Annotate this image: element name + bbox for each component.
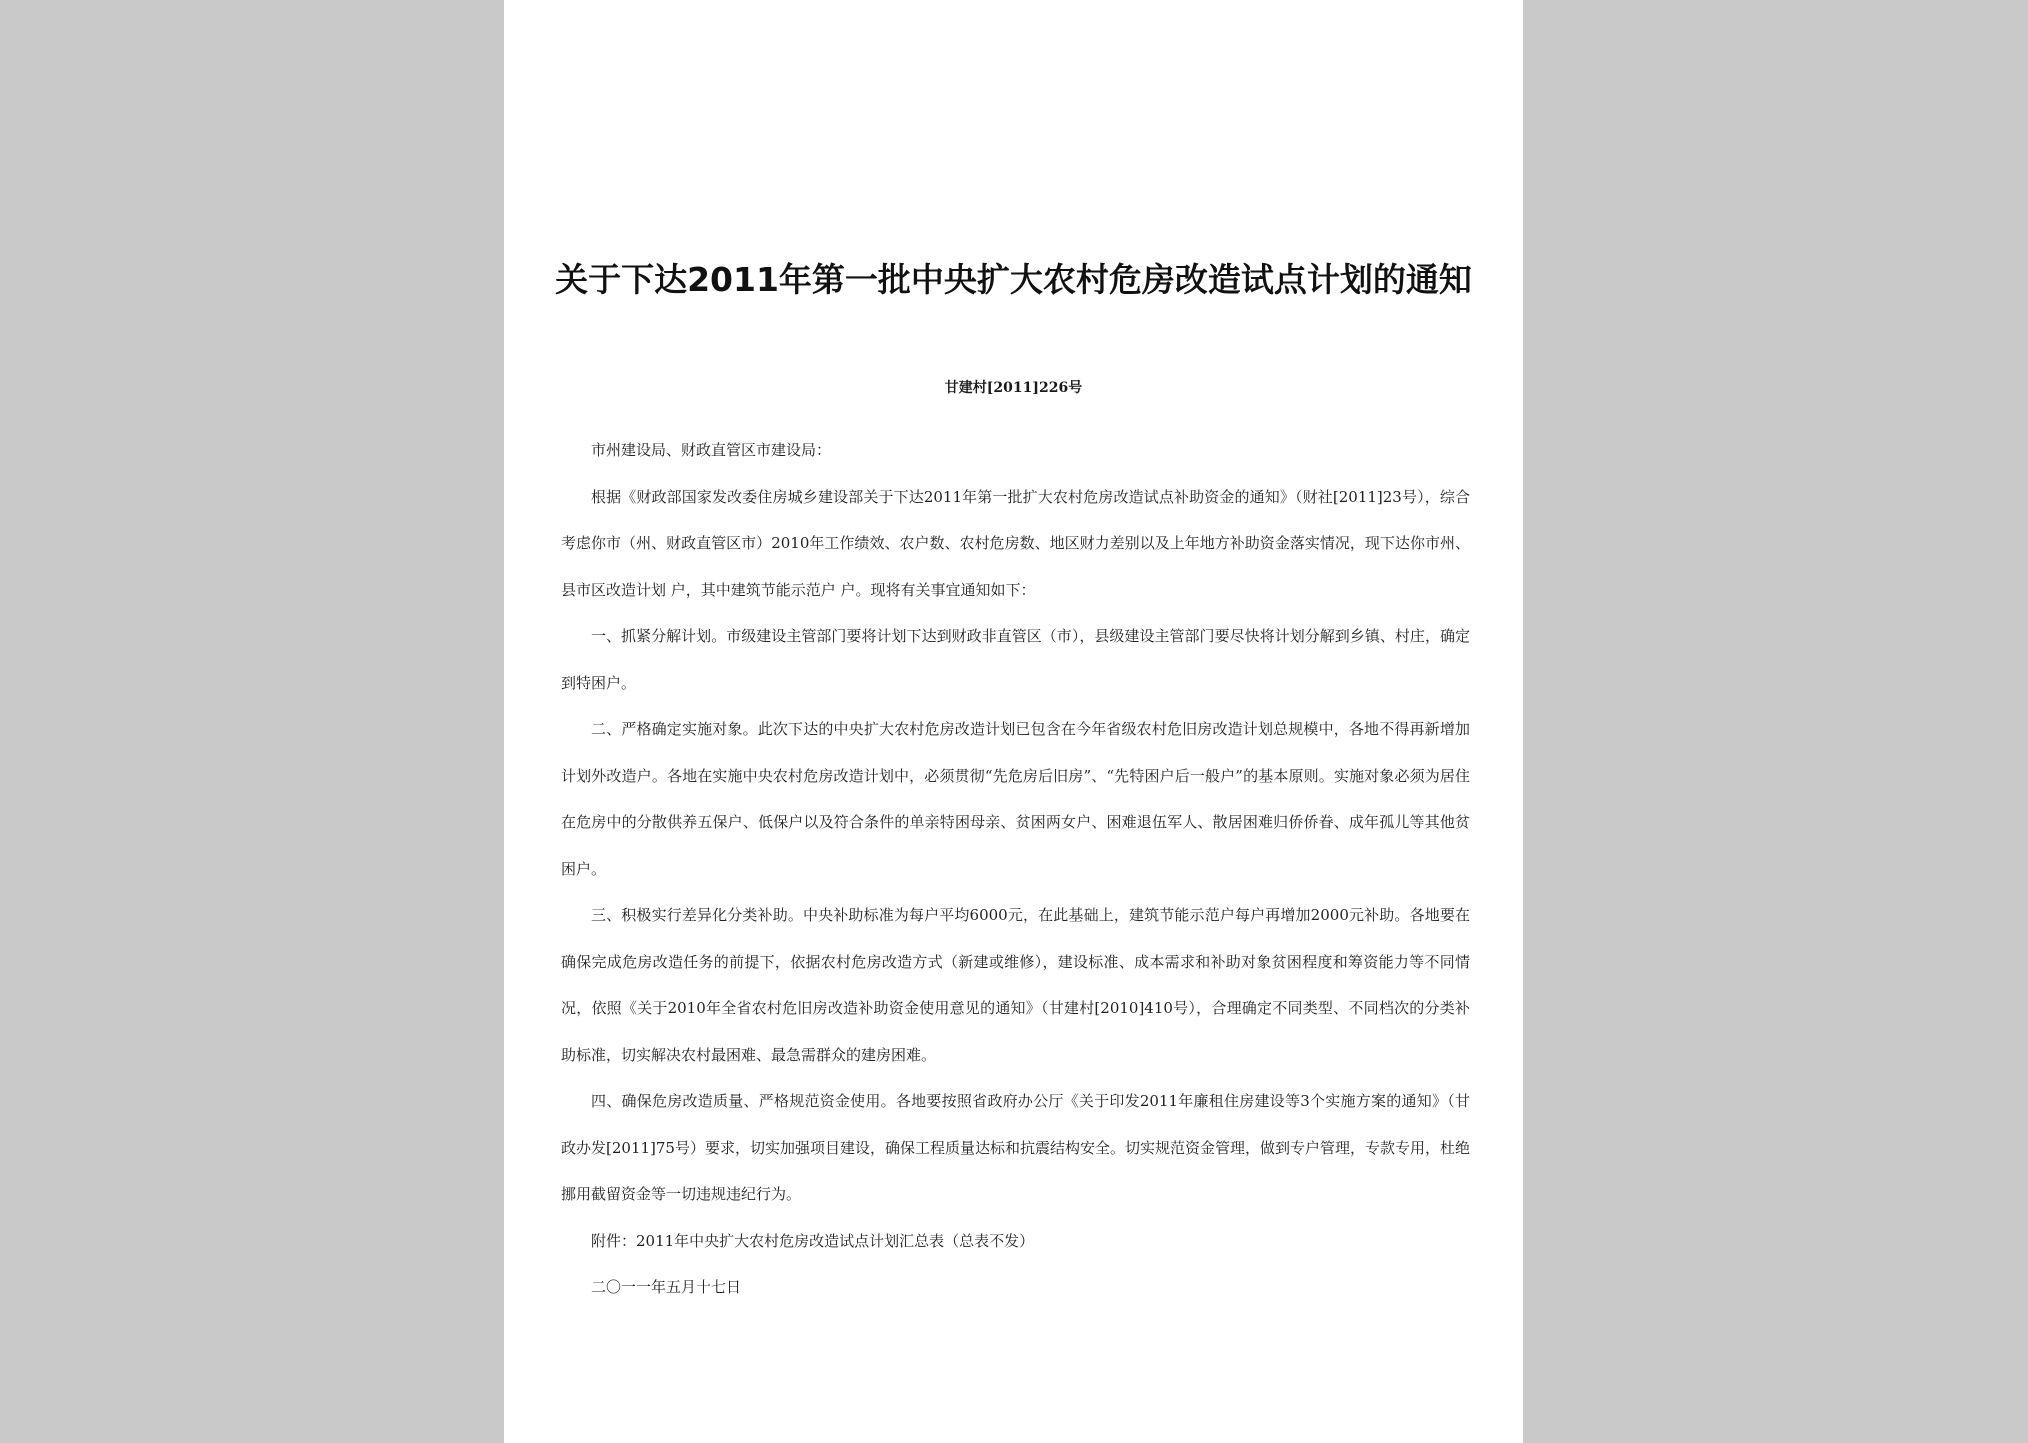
salutation: 市州建设局、财政直管区市建设局：: [591, 441, 832, 459]
document-page: [504, 0, 1523, 1443]
document-body: [561, 427, 1470, 1311]
document-date: 二〇一一年五月十七日: [591, 1278, 742, 1296]
paragraph-intro: 根据《财政部国家发改委住房城乡建设部关于下达2011年第一批扩大农村危房改造试点补助资金的通知》（财社[2011]23号），综合考虑你市（州、财政直管区市）2010年工作绩效、农户数、农村危房数、地区财力差别以及上年地方补助资金落实情况，现下达你市州、县市区改造计划 户，其中建筑节能示范户 户。现将有关事宜通知如下：: [561, 487, 1470, 599]
paragraph-item-4: 四、确保危房改造质量、严格规范资金使用。各地要按照省政府办公厅《关于印发2011年廉租住房建设等3个实施方案的通知》（甘政办发[2011]75号）要求，切实加强项目建设，确保工程质量达标和抗震结构安全。切实规范资金管理，做到专户管理，专款专用，杜绝挪用截留资金等一切违规违纪行为。: [561, 1092, 1470, 1203]
paragraph-item-2: 二、严格确定实施对象。此次下达的中央扩大农村危房改造计划已包含在今年省级农村危旧房改造计划总规模中，各地不得再新增加计划外改造户。各地在实施中央农村危房改造计划中，必须贯彻“先危房后旧房”、“先特困户后一般户”的基本原则。实施对象必须为居住在危房中的分散供养五保户、低保户以及符合条件的单亲特困母亲、贫困两女户、困难退伍军人、散居困难归侨侨眷、成年孤儿等其他贫困户。: [561, 720, 1470, 878]
attachment-note: 附件：2011年中央扩大农村危房改造试点计划汇总表（总表不发）: [591, 1231, 1035, 1250]
paragraph-item-3: 三、积极实行差异化分类补助。中央补助标准为每户平均6000元，在此基础上，建筑节能示范户每户再增加2000元补助。各地要在确保完成危房改造任务的前提下，依据农村危房改造方式（新建或维修），建设标准、成本需求和补助对象贫困程度和筹资能力等不同情况，依照《关于2010年全省农村危旧房改造补助资金使用意见的通知》（甘建村[2010]410号），合理确定不同类型、不同档次的分类补助标准，切实解决农村最困难、最急需群众的建房困难。: [561, 906, 1470, 1064]
paragraph-item-1: 一、抓紧分解计划。市级建设主管部门要将计划下达到财政非直管区（市），县级建设主管部门要尽快将计划分解到乡镇、村庄，确定到特困户。: [561, 627, 1470, 692]
document-number: 甘建村[2011]226号: [944, 380, 1083, 396]
document-title: 关于下达2011年第一批中央扩大农村危房改造试点计划的通知: [555, 260, 1472, 299]
